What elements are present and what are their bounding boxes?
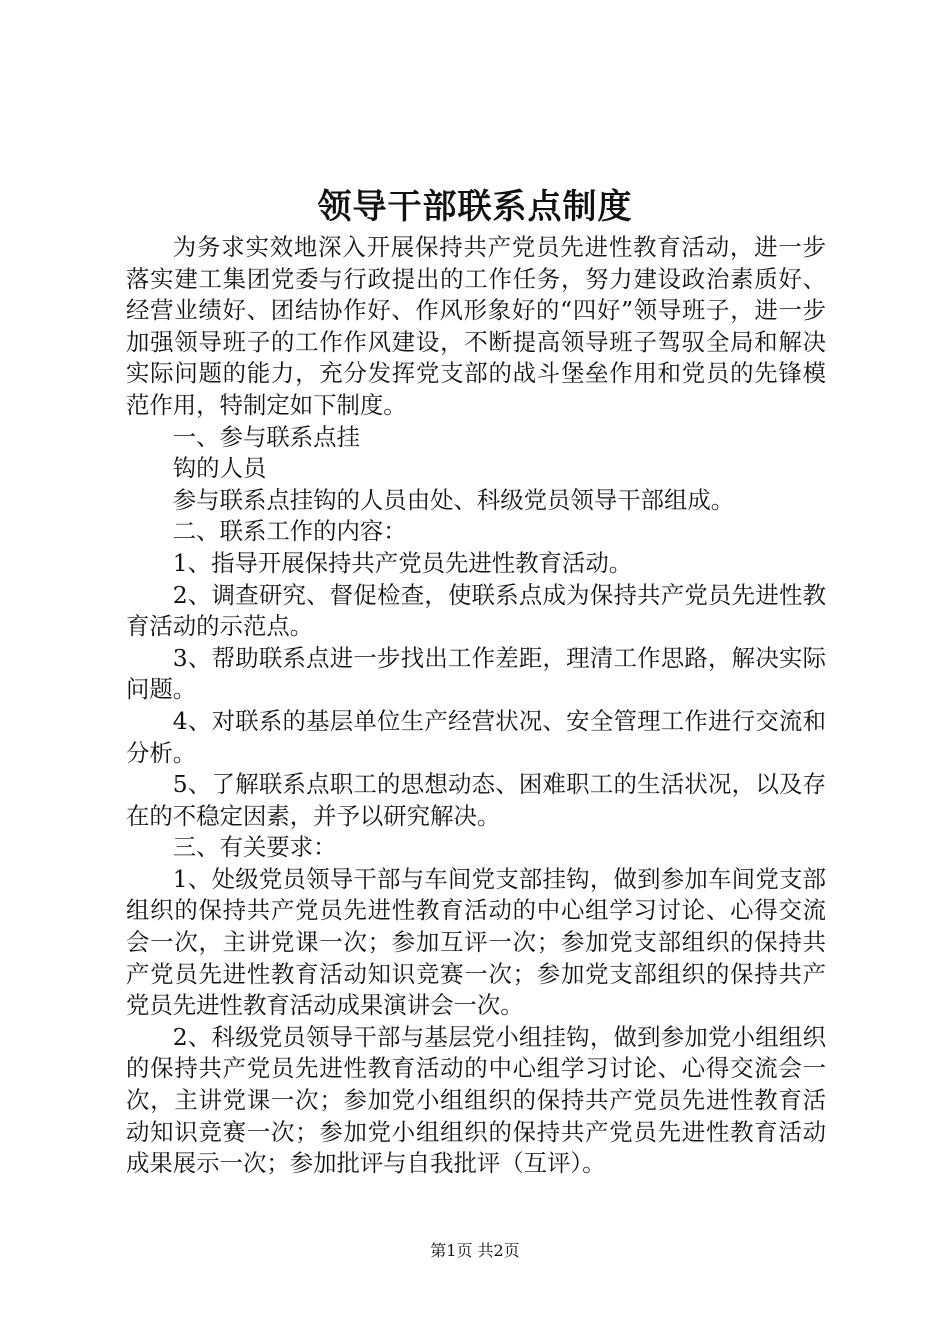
section-2-item-2: 2、调查研究、督促检查，使联系点成为保持共产党员先进性教育活动的示范点。 bbox=[126, 580, 826, 641]
intro-paragraph: 为务求实效地深入开展保持共产党员先进性教育活动，进一步落实建工集团党委与行政提出的工作任务，努力建设政治素质好、经营业绩好、团结协作好、作风形象好的“四好”领导班子，进一步加强领导班子的工作作风建设，不断提高领导班子驾驭全局和解决实际问题的能力，充分发挥党支部的战斗堡垒作用和党员的先锋模范作用，特制定如下制度。 bbox=[126, 233, 826, 419]
document-body bbox=[126, 232, 826, 1180]
section-2-item-1: 1、指导开展保持共产党员先进性教育活动。 bbox=[172, 548, 633, 577]
section-2-item-4: 4、对联系的基层单位生产经营状况、安全管理工作进行交流和分析。 bbox=[126, 706, 826, 767]
page-footer: 第1页 共2页 bbox=[430, 1241, 520, 1260]
section-2-item-5: 5、了解联系点职工的思想动态、困难职工的生活状况，以及存在的不稳定因素，并予以研究解决。 bbox=[126, 770, 826, 830]
section-heading-2: 二、联系工作的内容： bbox=[172, 517, 407, 546]
section-heading-1-continued: 钩的人员 bbox=[172, 454, 267, 483]
section-heading-1: 一、参与联系点挂 bbox=[172, 422, 360, 451]
section-3-item-2: 2、科级党员领导干部与基层党小组挂钩，做到参加党小组组织的保持共产党员先进性教育活动的中心组学习讨论、心得交流会一次，主讲党课一次；参加党小组组织的保持共产党员先进性教育活动知识竞赛一次；参加党小组组织的保持共产党员先进性教育活动成果展示一次；参加批评与自我批评（互评）。 bbox=[126, 1022, 826, 1178]
section-2-item-3: 3、帮助联系点进一步找出工作差距，理清工作思路，解决实际问题。 bbox=[126, 643, 826, 704]
section-1-paragraph: 参与联系点挂钩的人员由处、科级党员领导干部组成。 bbox=[172, 485, 735, 514]
section-heading-3: 三、有关要求： bbox=[172, 833, 337, 862]
section-3-item-1: 1、处级党员领导干部与车间党支部挂钩，做到参加车间党支部组织的保持共产党员先进性教育活动的中心组学习讨论、心得交流会一次，主讲党课一次；参加互评一次；参加党支部组织的保持共产党员先进性教育活动知识竞赛一次；参加党支部组织的保持共产党员先进性教育活动成果演讲会一次。 bbox=[126, 864, 826, 1020]
document-title: 领导干部联系点制度 bbox=[317, 187, 633, 227]
